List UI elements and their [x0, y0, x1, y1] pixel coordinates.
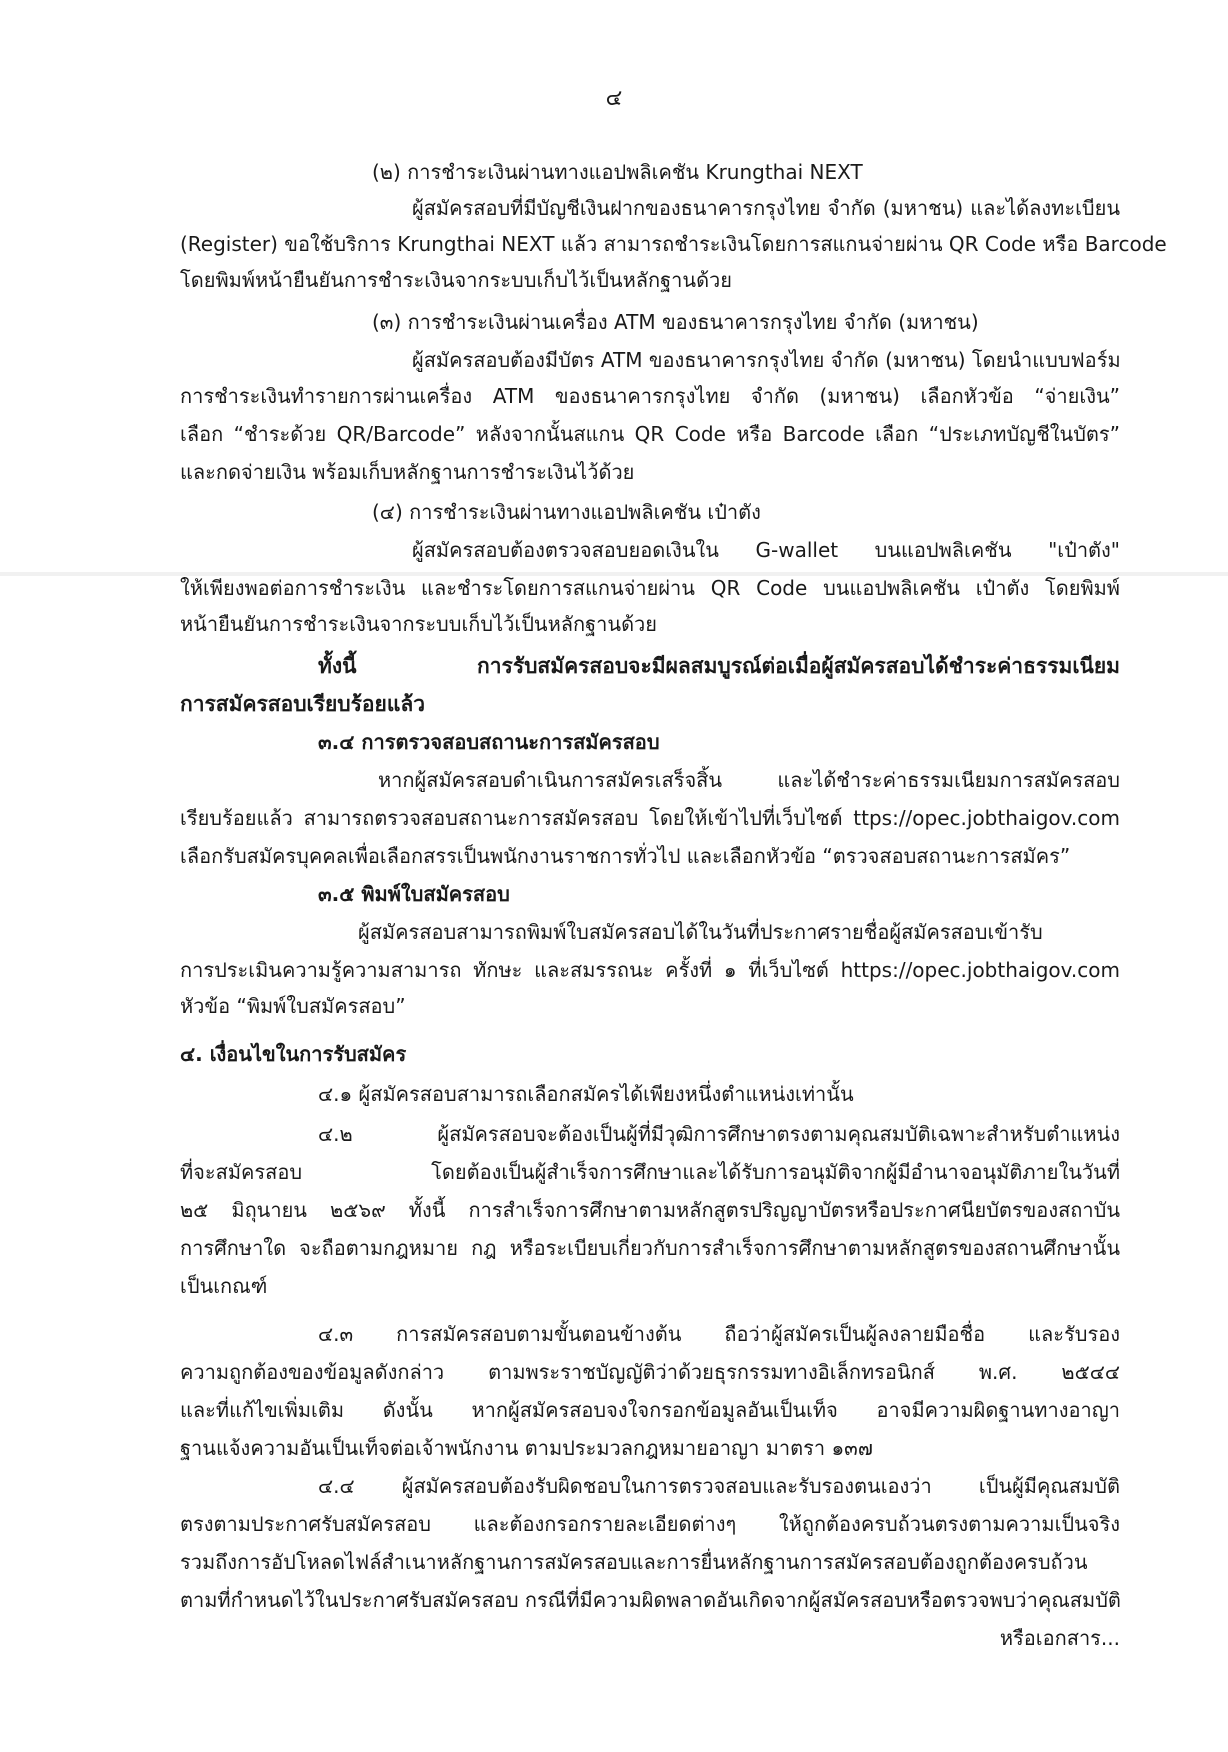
section-3-5-line: การประเมินความรู้ความสามารถ ทักษะ และสมรรถนะ ครั้งที่ ๑ ที่เว็บไซต์ https://opec.jobthaigov.com [180, 958, 1120, 982]
item3-line: เลือก “ชำระด้วย QR/Barcode” หลังจากนั้นสแกน QR Code หรือ Barcode เลือก “ประเภทบัญชีในบัตร” [180, 422, 1120, 446]
item2-line: ผู้สมัครสอบที่มีบัญชีเงินฝากของธนาคารกรุงไทย จำกัด (มหาชน) และได้ลงทะเบียน [412, 196, 1120, 220]
section-3-5-line: หัวข้อ “พิมพ์ใบสมัครสอบ” [180, 994, 406, 1018]
section-3-4-line: เลือกรับสมัครบุคคลเพื่อเลือกสรรเป็นพนักงานราชการทั่วไป และเลือกหัวข้อ “ตรวจสอบสถานะการสมัคร” [180, 844, 1071, 868]
page-number: ๔ [605, 86, 623, 111]
section-4-heading: ๔. เงื่อนไขในการรับสมัคร [180, 1042, 407, 1066]
section-3-4-heading: ๓.๔ การตรวจสอบสถานะการสมัครสอบ [318, 730, 660, 754]
section-4-2-line: ๔.๒ ผู้สมัครสอบจะต้องเป็นผู้ที่มีวุฒิการศึกษาตรงตามคุณสมบัติเฉพาะสำหรับตำแหน่ง [318, 1122, 1120, 1146]
continuation-text: หรือเอกสาร... [999, 1626, 1120, 1650]
section-3-4-line: หากผู้สมัครสอบดำเนินการสมัครเสร็จสิ้น และได้ชำระค่าธรรมเนียมการสมัครสอบ [378, 768, 1120, 792]
item4-heading: (๔) การชำระเงินผ่านทางแอปพลิเคชัน เป๋าตัง [372, 500, 761, 524]
item4-line: หน้ายืนยันการชำระเงินจากระบบเก็บไว้เป็นหลักฐานด้วย [180, 612, 658, 636]
section-4-3-line: ฐานแจ้งความอันเป็นเท็จต่อเจ้าพนักงาน ตามประมวลกฎหมายอาญา มาตรา ๑๓๗ [180, 1436, 873, 1460]
section-4-4-line: ตรงตามประกาศรับสมัครสอบ และต้องกรอกรายละเอียดต่างๆ ให้ถูกต้องครบถ้วนตรงตามความเป็นจริง [180, 1512, 1120, 1536]
section-4-3-line: ความถูกต้องของข้อมูลดังกล่าว ตามพระราชบัญญัติว่าด้วยธุรกรรมทางอิเล็กทรอนิกส์ พ.ศ. ๒๕๔๔ [180, 1360, 1120, 1384]
section-4-2-line: ที่จะสมัครสอบ โดยต้องเป็นผู้สำเร็จการศึกษาและได้รับการอนุมัติจากผู้มีอำนาจอนุมัติภายในวันที่ [180, 1160, 1120, 1184]
section-4-3-line: และที่แก้ไขเพิ่มเติม ดังนั้น หากผู้สมัครสอบจงใจกรอกข้อมูลอันเป็นเท็จ อาจมีความผิดฐานทางอาญา [180, 1398, 1120, 1422]
section-3-4-line: เรียบร้อยแล้ว สามารถตรวจสอบสถานะการสมัครสอบ โดยให้เข้าไปที่เว็บไซต์ ttps://opec.jobthaigov.com [180, 806, 1120, 830]
item2-line: (Register) ขอใช้บริการ Krungthai NEXT แล้ว สามารถชำระเงินโดยการสแกนจ่ายผ่าน QR Code หรือ Barcode [180, 232, 1167, 256]
section-4-4-line: ๔.๔ ผู้สมัครสอบต้องรับผิดชอบในการตรวจสอบและรับรองตนเองว่า เป็นผู้มีคุณสมบัติ [318, 1474, 1120, 1498]
section-4-2-line: เป็นเกณฑ์ [180, 1274, 268, 1298]
section-4-1: ๔.๑ ผู้สมัครสอบสามารถเลือกสมัครได้เพียงหนึ่งตำแหน่งเท่านั้น [318, 1082, 854, 1106]
note-line: การสมัครสอบเรียบร้อยแล้ว [180, 692, 426, 716]
item3-line: การชำระเงินทำรายการผ่านเครื่อง ATM ของธนาคารกรุงไทย จำกัด (มหาชน) เลือกหัวข้อ “จ่ายเงิน” [180, 384, 1120, 408]
section-4-4-line: ตามที่กำหนดไว้ในประกาศรับสมัครสอบ กรณีที่มีความผิดพลาดอันเกิดจากผู้สมัครสอบหรือตรวจพบว่าคุณสมบัติ [180, 1588, 1121, 1612]
section-4-2-line: ๒๕ มิถุนายน ๒๕๖๙ ทั้งนี้ การสำเร็จการศึกษาตามหลักสูตรปริญญาบัตรหรือประกาศนียบัตรของสถาบัน [180, 1198, 1120, 1222]
item3-line: และกดจ่ายเงิน พร้อมเก็บหลักฐานการชำระเงินไว้ด้วย [180, 460, 635, 484]
item2-line: โดยพิมพ์หน้ายืนยันการชำระเงินจากระบบเก็บไว้เป็นหลักฐานด้วย [180, 268, 733, 292]
section-3-5-line: ผู้สมัครสอบสามารถพิมพ์ใบสมัครสอบได้ในวันที่ประกาศรายชื่อผู้สมัครสอบเข้ารับ [358, 920, 1043, 944]
section-4-2-line: การศึกษาใด จะถือตามกฎหมาย กฎ หรือระเบียบเกี่ยวกับการสำเร็จการศึกษาตามหลักสูตรของสถานศึกษานั้น [180, 1236, 1120, 1260]
section-4-3-line: ๔.๓ การสมัครสอบตามขั้นตอนข้างต้น ถือว่าผู้สมัครเป็นผู้ลงลายมือชื่อ และรับรอง [318, 1322, 1120, 1346]
item4-line: ให้เพียงพอต่อการชำระเงิน และชำระโดยการสแกนจ่ายผ่าน QR Code บนแอปพลิเคชัน เป๋าตัง โดยพิมพ์ [180, 576, 1120, 600]
item3-heading: (๓) การชำระเงินผ่านเครื่อง ATM ของธนาคารกรุงไทย จำกัด (มหาชน) [372, 310, 979, 334]
item4-line: ผู้สมัครสอบต้องตรวจสอบยอดเงินใน G-wallet บนแอปพลิเคชัน "เป๋าตัง" [412, 538, 1120, 562]
section-4-4-line: รวมถึงการอัปโหลดไฟล์สำเนาหลักฐานการสมัครสอบและการยื่นหลักฐานการสมัครสอบต้องถูกต้องครบถ้วน [180, 1550, 1088, 1574]
note-line: ทั้งนี้ การรับสมัครสอบจะมีผลสมบูรณ์ต่อเมื่อผู้สมัครสอบได้ชำระค่าธรรมเนียม [318, 654, 1120, 678]
item2-heading: (๒) การชำระเงินผ่านทางแอปพลิเคชัน Krungthai NEXT [372, 160, 863, 184]
item3-line: ผู้สมัครสอบต้องมีบัตร ATM ของธนาคารกรุงไทย จำกัด (มหาชน) โดยนำแบบฟอร์ม [412, 348, 1121, 372]
section-3-5-heading: ๓.๕ พิมพ์ใบสมัครสอบ [318, 882, 510, 906]
